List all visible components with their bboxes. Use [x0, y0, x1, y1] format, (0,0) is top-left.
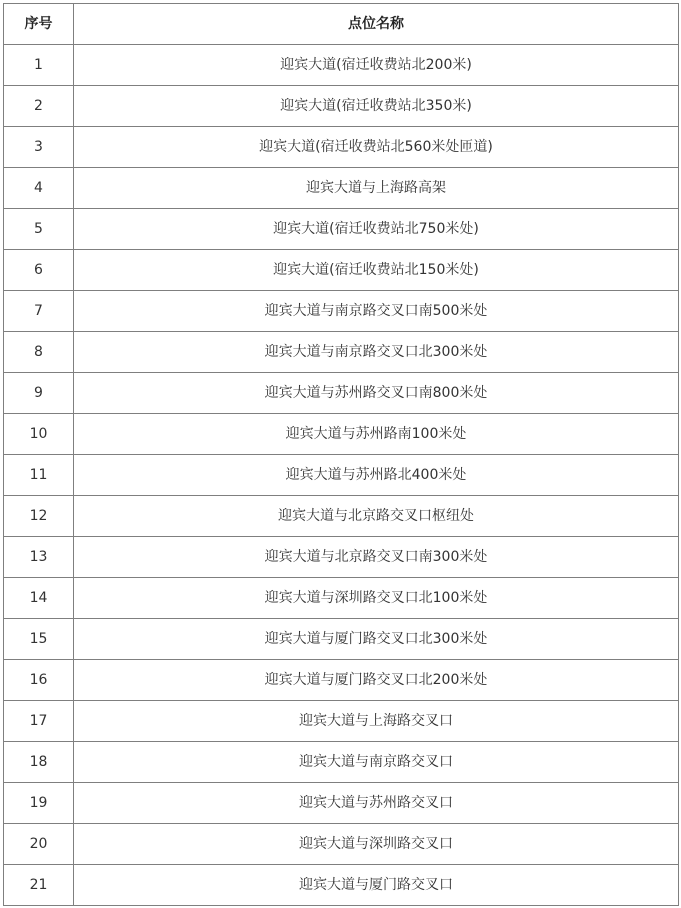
row-index-cell: 7 — [4, 291, 74, 332]
table-row — [4, 660, 679, 701]
table-row — [4, 619, 679, 660]
location-name-cell: 迎宾大道与深圳路交叉口 — [74, 824, 679, 865]
location-name-cell: 迎宾大道与南京路交叉口 — [74, 742, 679, 783]
table-row — [4, 578, 679, 619]
location-name-cell: 迎宾大道(宿迁收费站北200米) — [74, 45, 679, 86]
table-row — [4, 209, 679, 250]
row-index-cell: 5 — [4, 209, 74, 250]
location-name-cell: 迎宾大道与南京路交叉口北300米处 — [74, 332, 679, 373]
row-index-cell: 21 — [4, 865, 74, 906]
location-name-cell: 迎宾大道(宿迁收费站北560米处匝道) — [74, 127, 679, 168]
table-body — [4, 45, 679, 906]
location-name-cell: 迎宾大道与深圳路交叉口北100米处 — [74, 578, 679, 619]
table-row — [4, 455, 679, 496]
table-row — [4, 373, 679, 414]
row-index-cell: 15 — [4, 619, 74, 660]
row-index-cell: 19 — [4, 783, 74, 824]
location-name-cell: 迎宾大道与苏州路交叉口南800米处 — [74, 373, 679, 414]
row-index-cell: 11 — [4, 455, 74, 496]
row-index-cell: 1 — [4, 45, 74, 86]
table-row — [4, 824, 679, 865]
table-row — [4, 291, 679, 332]
row-index-cell: 20 — [4, 824, 74, 865]
table-header-row — [4, 4, 679, 45]
table-row — [4, 86, 679, 127]
location-name-cell: 迎宾大道(宿迁收费站北150米处) — [74, 250, 679, 291]
row-index-cell: 3 — [4, 127, 74, 168]
table-row — [4, 783, 679, 824]
location-name-cell: 迎宾大道(宿迁收费站北350米) — [74, 86, 679, 127]
location-name-cell: 迎宾大道(宿迁收费站北750米处) — [74, 209, 679, 250]
location-name-cell: 迎宾大道与上海路交叉口 — [74, 701, 679, 742]
table-row — [4, 537, 679, 578]
row-index-cell: 8 — [4, 332, 74, 373]
location-name-cell: 迎宾大道与厦门路交叉口北200米处 — [74, 660, 679, 701]
row-index-cell: 13 — [4, 537, 74, 578]
location-name-cell: 迎宾大道与厦门路交叉口 — [74, 865, 679, 906]
location-name-cell: 迎宾大道与南京路交叉口南500米处 — [74, 291, 679, 332]
table-row — [4, 496, 679, 537]
table-row — [4, 332, 679, 373]
table-row — [4, 414, 679, 455]
location-name-cell: 迎宾大道与北京路交叉口枢纽处 — [74, 496, 679, 537]
row-index-cell: 6 — [4, 250, 74, 291]
column-header-name: 点位名称 — [74, 4, 679, 45]
row-index-cell: 17 — [4, 701, 74, 742]
row-index-cell: 18 — [4, 742, 74, 783]
table-row — [4, 865, 679, 906]
row-index-cell: 9 — [4, 373, 74, 414]
table-row — [4, 250, 679, 291]
table-row — [4, 742, 679, 783]
location-name-cell: 迎宾大道与苏州路北400米处 — [74, 455, 679, 496]
row-index-cell: 12 — [4, 496, 74, 537]
location-name-cell: 迎宾大道与上海路高架 — [74, 168, 679, 209]
row-index-cell: 4 — [4, 168, 74, 209]
location-name-cell: 迎宾大道与苏州路南100米处 — [74, 414, 679, 455]
table-row — [4, 168, 679, 209]
table-row — [4, 127, 679, 168]
location-name-cell: 迎宾大道与北京路交叉口南300米处 — [74, 537, 679, 578]
row-index-cell: 16 — [4, 660, 74, 701]
row-index-cell: 10 — [4, 414, 74, 455]
row-index-cell: 14 — [4, 578, 74, 619]
location-name-cell: 迎宾大道与厦门路交叉口北300米处 — [74, 619, 679, 660]
column-header-index: 序号 — [4, 4, 74, 45]
row-index-cell: 2 — [4, 86, 74, 127]
table-row — [4, 45, 679, 86]
location-name-cell: 迎宾大道与苏州路交叉口 — [74, 783, 679, 824]
table-row — [4, 701, 679, 742]
location-table — [3, 3, 679, 906]
